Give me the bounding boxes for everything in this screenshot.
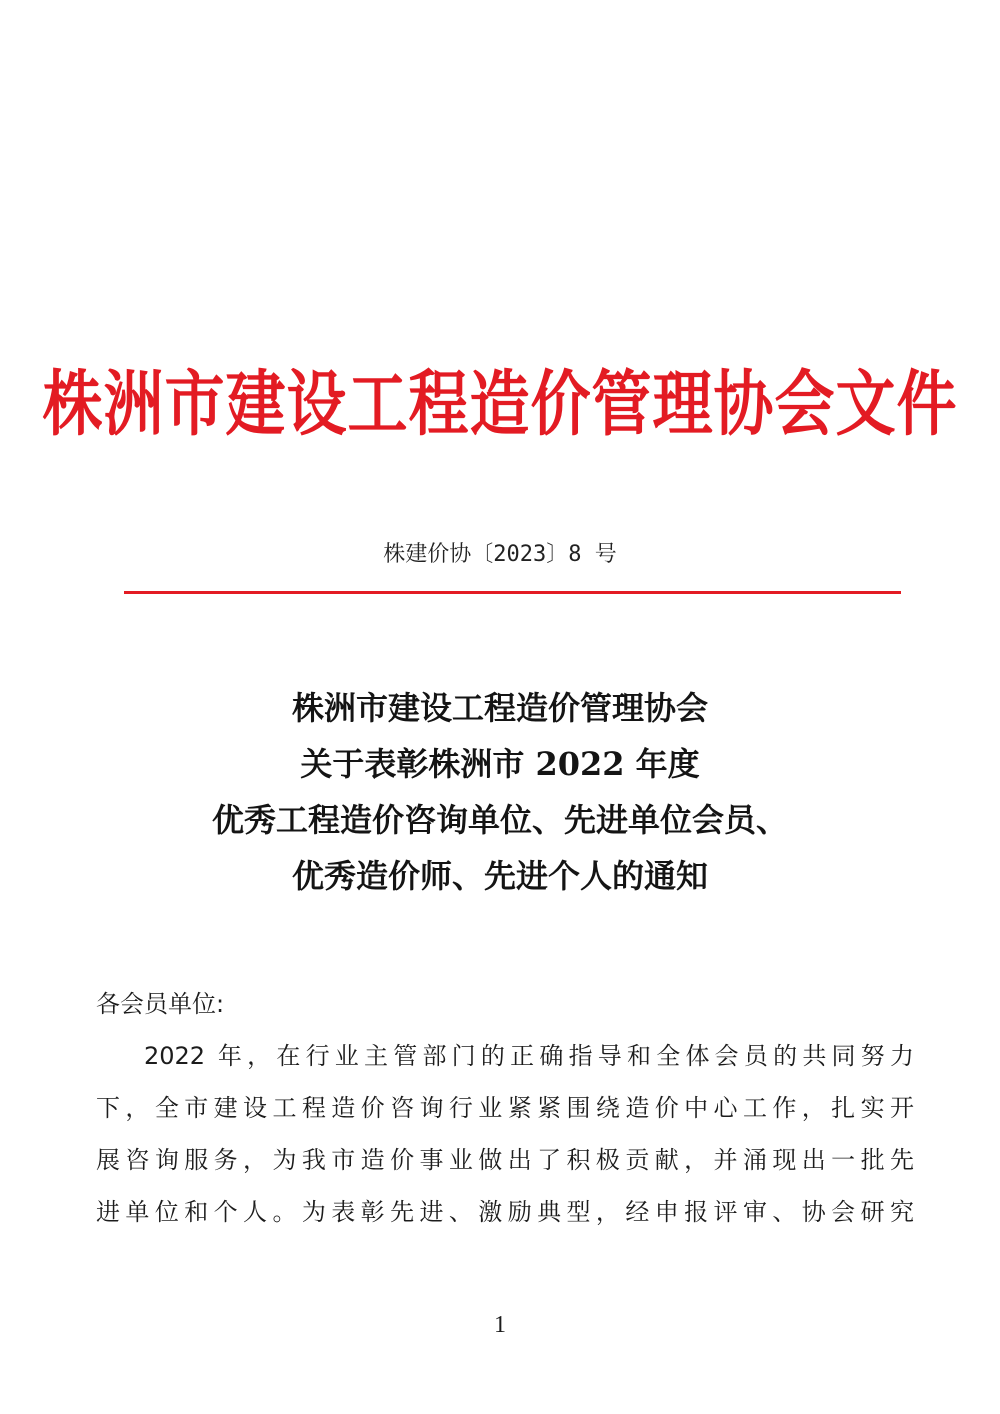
masthead-title: 株洲市建设工程造价管理协会文件 (42, 363, 958, 447)
notice-title-line: 优秀造价师、先进个人的通知 (291, 857, 708, 895)
body-paragraph-line: 下，全市建设工程造价咨询行业紧紧围绕造价中心工作，扎实开 (96, 1094, 914, 1122)
body-paragraph-line: 2022 年，在行业主管部门的正确指导和全体会员的共同努力 (144, 1042, 914, 1070)
notice-title-line: 优秀工程造价咨询单位、先进单位会员、 (211, 801, 788, 839)
notice-title-line: 关于表彰株洲市 2022 年度 (300, 745, 700, 783)
red-divider (124, 591, 901, 594)
body-paragraph-line: 进单位和个人。为表彰先进、激励典型，经申报评审、协会研究 (96, 1198, 914, 1226)
document-number: 株建价协〔2023〕8 号 (383, 542, 617, 567)
page-number: 1 (494, 1312, 506, 1338)
notice-title (0, 680, 1000, 904)
salutation: 各会员单位: (96, 990, 225, 1018)
notice-title-line: 株洲市建设工程造价管理协会 (291, 689, 708, 727)
body-paragraph-line: 展咨询服务，为我市造价事业做出了积极贡献，并涌现出一批先 (96, 1146, 914, 1174)
